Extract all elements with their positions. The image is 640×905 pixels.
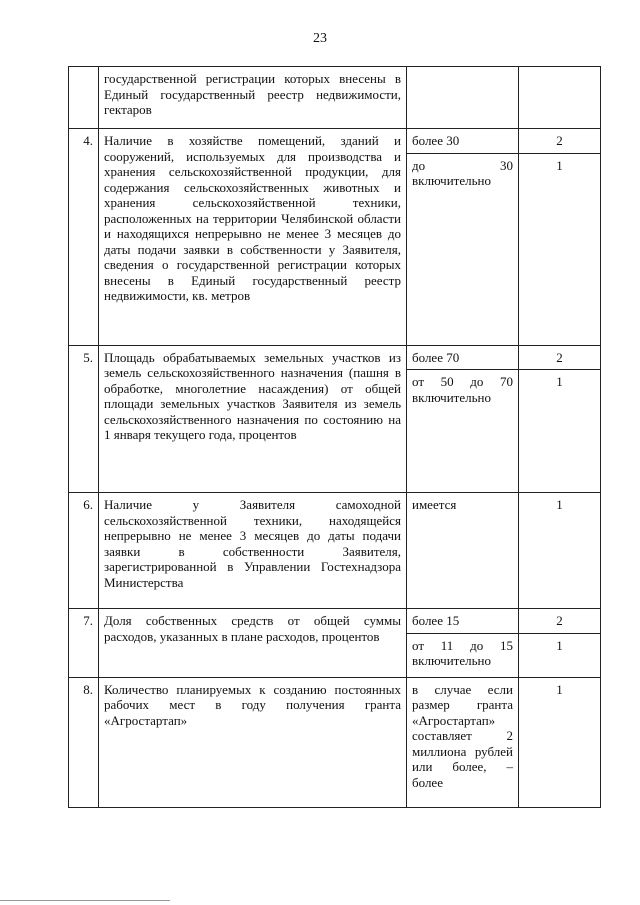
- option-value: до 30 включительно: [407, 153, 519, 345]
- option-score: 2: [519, 345, 601, 370]
- option-value: имеется: [407, 493, 519, 609]
- option-score: [519, 67, 601, 129]
- option-value: в случае если размер гранта «Агростартап» составляет 2 миллиона рублей или более, – более: [407, 677, 519, 807]
- option-score: 1: [519, 633, 601, 677]
- row-number: [69, 67, 99, 129]
- option-value: более 30: [407, 129, 519, 154]
- criterion-text: Наличие у Заявителя самоходной сельскохозяйственной техники, находящейся непрерывно не менее 3 месяцев до даты подачи заявки в собственности Заявителя, зарегистрированной в Управлении Гостехнадзора Министерства: [99, 493, 407, 609]
- table-row: [69, 677, 601, 807]
- option-value: [407, 67, 519, 129]
- row-number: 7.: [69, 609, 99, 678]
- criterion-text: Доля собственных средств от общей суммы расходов, указанных в плане расходов, процентов: [99, 609, 407, 678]
- table-row: [69, 129, 601, 154]
- row-number: 8.: [69, 677, 99, 807]
- option-score: 2: [519, 129, 601, 154]
- option-value: от 11 до 15 включительно: [407, 633, 519, 677]
- table-row: [69, 493, 601, 609]
- option-score: 1: [519, 677, 601, 807]
- option-value: более 70: [407, 345, 519, 370]
- row-number: 6.: [69, 493, 99, 609]
- criterion-text: Площадь обрабатываемых земельных участков из земель сельскохозяйственного назначения (пашня в обработке, многолетние насаждения) от общей площади земельных участков Заявителя из земель сельскохозяйственного назначения по состоянию на 1 января текущего года, процентов: [99, 345, 407, 493]
- page-number: 23: [313, 31, 327, 46]
- table-row: [69, 67, 601, 129]
- table-row: [69, 609, 601, 634]
- option-value: более 15: [407, 609, 519, 634]
- option-score: 1: [519, 370, 601, 493]
- option-value: от 50 до 70 включительно: [407, 370, 519, 493]
- table-row: [69, 345, 601, 370]
- option-score: 2: [519, 609, 601, 634]
- criterion-text: Наличие в хозяйстве помещений, зданий и сооружений, используемых для производства и хранения сельскохозяйственной продукции, для содержания сельскохозяйственных животных и хранения сельскохозяйственной техники, расположенных на территории Челябинской области и находящихся непрерывно не менее 3 месяцев до даты подачи заявки в собственности у Заявителя, сведения о государственной регистрации которых внесены в Единый государственный реестр недвижимости, кв. метров: [99, 129, 407, 346]
- criterion-text: Количество планируемых к созданию постоянных рабочих мест в году получения гранта «Агростартап»: [99, 677, 407, 807]
- row-number: 5.: [69, 345, 99, 493]
- option-score: 1: [519, 493, 601, 609]
- row-number: 4.: [69, 129, 99, 346]
- criterion-text: государственной регистрации которых внесены в Единый государственный реестр недвижимости, гектаров: [99, 67, 407, 129]
- bottom-rule: [0, 900, 170, 901]
- criteria-table: [68, 66, 601, 808]
- option-score: 1: [519, 153, 601, 345]
